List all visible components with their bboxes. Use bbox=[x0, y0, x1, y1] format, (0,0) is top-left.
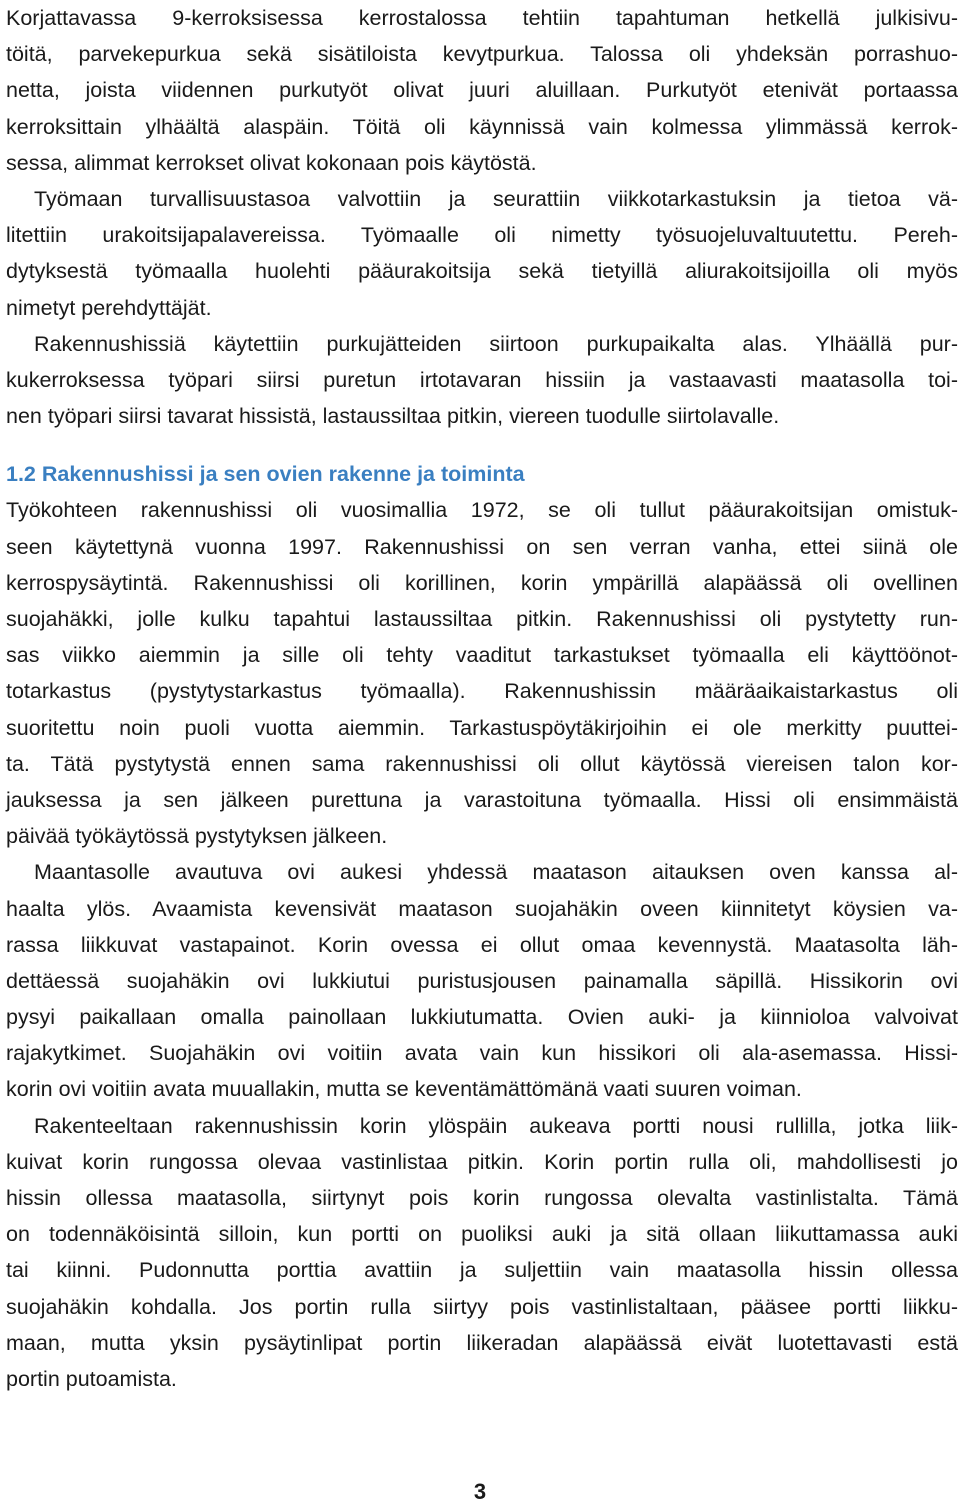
text-line: rassa liikkuvat vastapainot. Korin ovessa ei ollut omaa kevennystä. Maatasolta läh- bbox=[6, 932, 958, 957]
section-b bbox=[6, 492, 958, 1397]
text-line: korin ovi voitiin avata muuallakin, mutta se keventämättömänä vaati suuren voiman. bbox=[6, 1077, 802, 1102]
text-line: rajakytkimet. Suojahäkin ovi voitiin avata vain kun hissikori oli ala-asemassa. Hissi- bbox=[6, 1041, 958, 1066]
section-title: Rakennushissi ja sen ovien rakenne ja toiminta bbox=[41, 462, 525, 487]
text-line: litettiin urakoitsijapalavereissa. Työmaalle oli nimetty työsuojeluvaltuutettu. Pereh- bbox=[6, 223, 958, 248]
text-line: tai kiinni. Pudonnutta porttia avattiin ja suljettiin vain maatasolla hissin ollessa bbox=[6, 1258, 958, 1283]
text-line: Työkohteen rakennushissi oli vuosimallia 1972, se oli tullut pääurakoitsijan omistuk- bbox=[6, 498, 958, 523]
section-number: 1.2 bbox=[6, 462, 36, 487]
text-line: haalta ylös. Avaamista kevensivät maatason suojahäkin oveen kiinnitetyt köysien va- bbox=[6, 896, 958, 921]
text-line: hissin ollessa maatasolla, siirtynyt pois korin rungossa olevalta vastinlistalta. Tämä bbox=[6, 1186, 958, 1210]
text-line: kukerroksessa työpari siirsi puretun irtotavaran hissiin ja vastaavasti maatasolla toi- bbox=[6, 367, 958, 392]
text-line: dytyksestä työmaalla huolehti pääurakoitsija sekä tietyillä aliurakoitsijoilla oli myös bbox=[6, 259, 958, 284]
text-line: päivää työkäytössä pystytyksen jälkeen. bbox=[6, 824, 388, 849]
text-line: portin putoamista. bbox=[6, 1366, 177, 1391]
text-line: netta, joista viidennen purkutyöt olivat juuri aluillaan. Purkutyöt etenivät portaassa bbox=[6, 78, 958, 103]
text-line: suojahäkki, jolle kulku tapahtui lastaussiltaa pitkin. Rakennushissi oli pystytetty run- bbox=[6, 607, 958, 631]
text-line: Maantasolle avautuva ovi aukesi yhdessä maatason aitauksen oven kanssa al- bbox=[34, 860, 958, 885]
text-line: Rakennushissiä käytettiin purkujätteiden siirtoon purkupaikalta alas. Ylhäällä pur- bbox=[34, 331, 958, 356]
text-line: töitä, parvekepurkua sekä sisätiloista kevytpurkua. Talossa oli yhdeksän porrashuo- bbox=[6, 42, 958, 67]
text-line: sas viikko aiemmin ja sille oli tehty vaaditut tarkastukset työmaalla eli käyttöönot- bbox=[6, 643, 958, 668]
text-line: suojahäkin kohdalla. Jos portin rulla siirtyy pois vastinlistaltaan, pääsee portti liikku- bbox=[6, 1294, 958, 1319]
text-line: kerroksittain ylhäältä alaspäin. Töitä oli käynnissä vain kolmessa ylimmässä kerrok- bbox=[6, 114, 958, 139]
text-line: sessa, alimmat kerrokset olivat kokonaan pois käytöstä. bbox=[6, 150, 537, 175]
text-line: Työmaan turvallisuustasoa valvottiin ja seurattiin viikkotarkastuksin ja tietoa vä- bbox=[34, 186, 958, 211]
text-line: nimetyt perehdyttäjät. bbox=[6, 295, 212, 320]
text-line: kerrospysäytintä. Rakennushissi oli korillinen, korin ympärillä alapäässä oli ovellinen bbox=[6, 570, 958, 595]
section-a bbox=[6, 0, 958, 434]
text-line: kuivat korin rungossa olevaa vastinlistaa pitkin. Korin portin rulla oli, mahdollisesti jo bbox=[6, 1149, 958, 1174]
text-line: dettäessä suojahäkin ovi lukkiutui puristusjousen painamalla säpillä. Hissikorin ovi bbox=[6, 968, 958, 993]
text-line: ta. Tätä pystytystä ennen sama rakennushissi oli ollut käytössä viereisen talon kor- bbox=[6, 751, 958, 776]
section-gap bbox=[6, 434, 958, 456]
text-line: on todennäköisintä silloin, kun portti on puoliksi auki ja sitä ollaan liikuttamassa auki bbox=[6, 1222, 958, 1247]
text-line: maan, mutta yksin pysäytinlipat portin liikeradan alapäässä eivät luotettavasti estä bbox=[6, 1330, 958, 1355]
text-line: Rakenteeltaan rakennushissin korin ylöspäin aukeava portti nousi rullilla, jotka liik- bbox=[34, 1113, 958, 1138]
text-line: totarkastus (pystytystarkastus työmaalla). Rakennushissin määräaikaistarkastus oli bbox=[6, 679, 958, 704]
document-page bbox=[6, 0, 958, 1397]
page-number: 3 bbox=[473, 1479, 487, 1504]
text-line: nen työpari siirsi tavarat hissistä, lastaussiltaa pitkin, viereen tuodulle siirtolavalle. bbox=[6, 404, 780, 429]
text-line: Korjattavassa 9-kerroksisessa kerrostalossa tehtiin tapahtuman hetkellä julkisivu- bbox=[6, 6, 958, 30]
text-line: seen käytettynä vuonna 1997. Rakennushissi on sen verran vanha, ettei siinä ole bbox=[6, 534, 958, 559]
text-line: pysyi paikallaan omalla painollaan lukkiutumatta. Ovien auki- ja kiinnioloa valvoivat bbox=[6, 1005, 958, 1030]
section-heading bbox=[6, 456, 958, 492]
text-line: suoritettu noin puoli vuotta aiemmin. Tarkastuspöytäkirjoihin ei ole merkitty puuttei- bbox=[6, 715, 958, 740]
text-line: jauksessa ja sen jälkeen purettuna ja varastoituna työmaalla. Hissi oli ensimmäistä bbox=[6, 787, 958, 812]
